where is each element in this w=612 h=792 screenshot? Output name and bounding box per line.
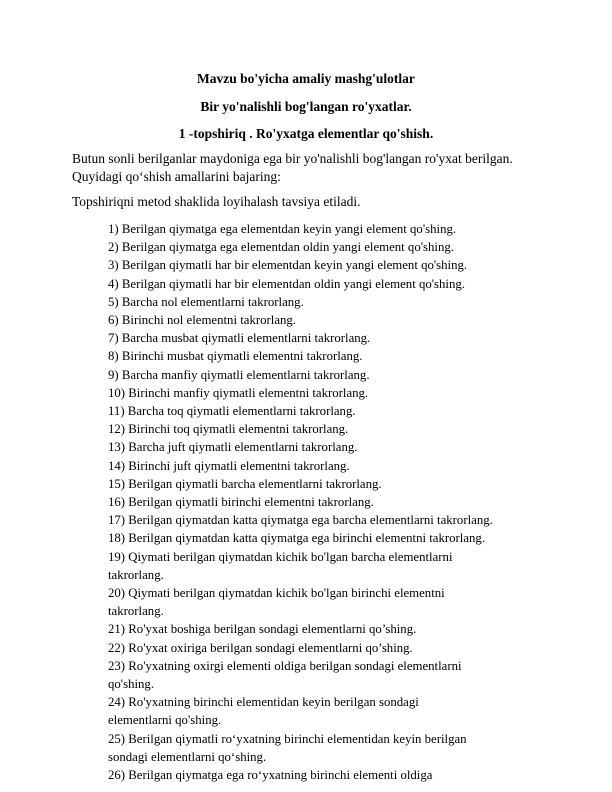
task-item: 26) Berilgan qiymatga ega ro‘yxatning birinchi elementi oldiga xyxy=(108,768,433,783)
task-item: 2) Berilgan qiymatga ega elementdan oldin yangi element qo'shing. xyxy=(108,240,454,255)
task-item: 25) Berilgan qiymatli ro‘yxatning birinchi elementidan keyin berilgan sondagi elementlarni qo‘shing. xyxy=(108,731,467,764)
task-item: 3) Berilgan qiymatli har bir elementdan keyin yangi element qo'shing. xyxy=(108,258,468,273)
task-item: 23) Ro'yxatning oxirgi elementi oldiga berilgan sondagi elementlarni qo'shing. xyxy=(108,658,462,692)
task-item: 14) Birinchi juft qiymatli elementni takrorlang. xyxy=(108,458,350,473)
task-item: 24) Ro'yxatning birinchi elementidan keyin berilgan sondagi elementlarni qo'shing. xyxy=(108,695,419,728)
task-item: 15) Berilgan qiymatli barcha elementlarni takrorlang. xyxy=(108,476,382,491)
task-item: 8) Birinchi musbat qiymatli elementni takrorlang. xyxy=(108,349,363,364)
task-item: 11) Barcha toq qiymatli elementlarni takrorlang. xyxy=(108,404,356,419)
task-item: 16) Berilgan qiymatli birinchi elementni takrorlang. xyxy=(108,495,374,510)
task-item: 17) Berilgan qiymatdan katta qiymatga ega barcha elementlarni takrorlang. xyxy=(108,513,493,528)
task-item: 6) Birinchi nol elementni takrorlang. xyxy=(108,313,296,328)
task-item: 1) Berilgan qiymatga ega elementdan keyin yangi element qo'shing. xyxy=(108,222,457,236)
task-item: 12) Birinchi toq qiymatli elementni takrorlang. xyxy=(108,422,349,437)
task-item: 18) Berilgan qiymatdan katta qiymatga ega birinchi elementni takrorlang. xyxy=(108,531,486,546)
task-item: 20) Qiymati berilgan qiymatdan kichik bo'lgan birinchi elementni takrorlang. xyxy=(108,586,445,619)
task-item: 4) Berilgan qiymatli har bir elementdan oldin yangi element qo'shing. xyxy=(108,276,465,291)
intro-paragraph: Butun sonli berilganlar maydoniga ega bir yo'nalishli bog'langan ro'yxat berilgan. Quyidagi qo‘shish amallarini bajaring: xyxy=(72,151,513,184)
document-title: Mavzu bo'yicha amaliy mashg'ulotlar xyxy=(197,71,415,86)
task-item: 13) Barcha juft qiymatli elementlarni takrorlang. xyxy=(108,440,358,455)
task-item: 21) Ro'yxat boshiga berilgan sondagi elementlarni qo’shing. xyxy=(108,622,417,637)
task-list xyxy=(108,220,548,784)
task-item: 7) Barcha musbat qiymatli elementlarni takrorlang. xyxy=(108,331,371,346)
document-subtitle: Bir yo'nalishli bog'langan ro'yxatlar. xyxy=(200,99,412,114)
task-item: 22) Ro'yxat oxiriga berilgan sondagi elementlarni qo’shing. xyxy=(108,640,413,655)
task-item: 10) Birinchi manfiy qiymatli elementni takrorlang. xyxy=(108,385,369,400)
task-item: 19) Qiymati berilgan qiymatdan kichik bo'lgan barcha elementlarni takrorlang. xyxy=(108,549,453,582)
task-item: 9) Barcha manfiy qiymatli elementlarni takrorlang. xyxy=(108,367,370,382)
task-heading: 1 -topshiriq . Ro'yxatga elementlar qo'shish. xyxy=(178,126,434,141)
recommendation-paragraph: Topshiriqni metod shaklida loyihalash tavsiya etiladi. xyxy=(72,194,361,209)
task-item: 5) Barcha nol elementlarni takrorlang. xyxy=(108,294,304,309)
